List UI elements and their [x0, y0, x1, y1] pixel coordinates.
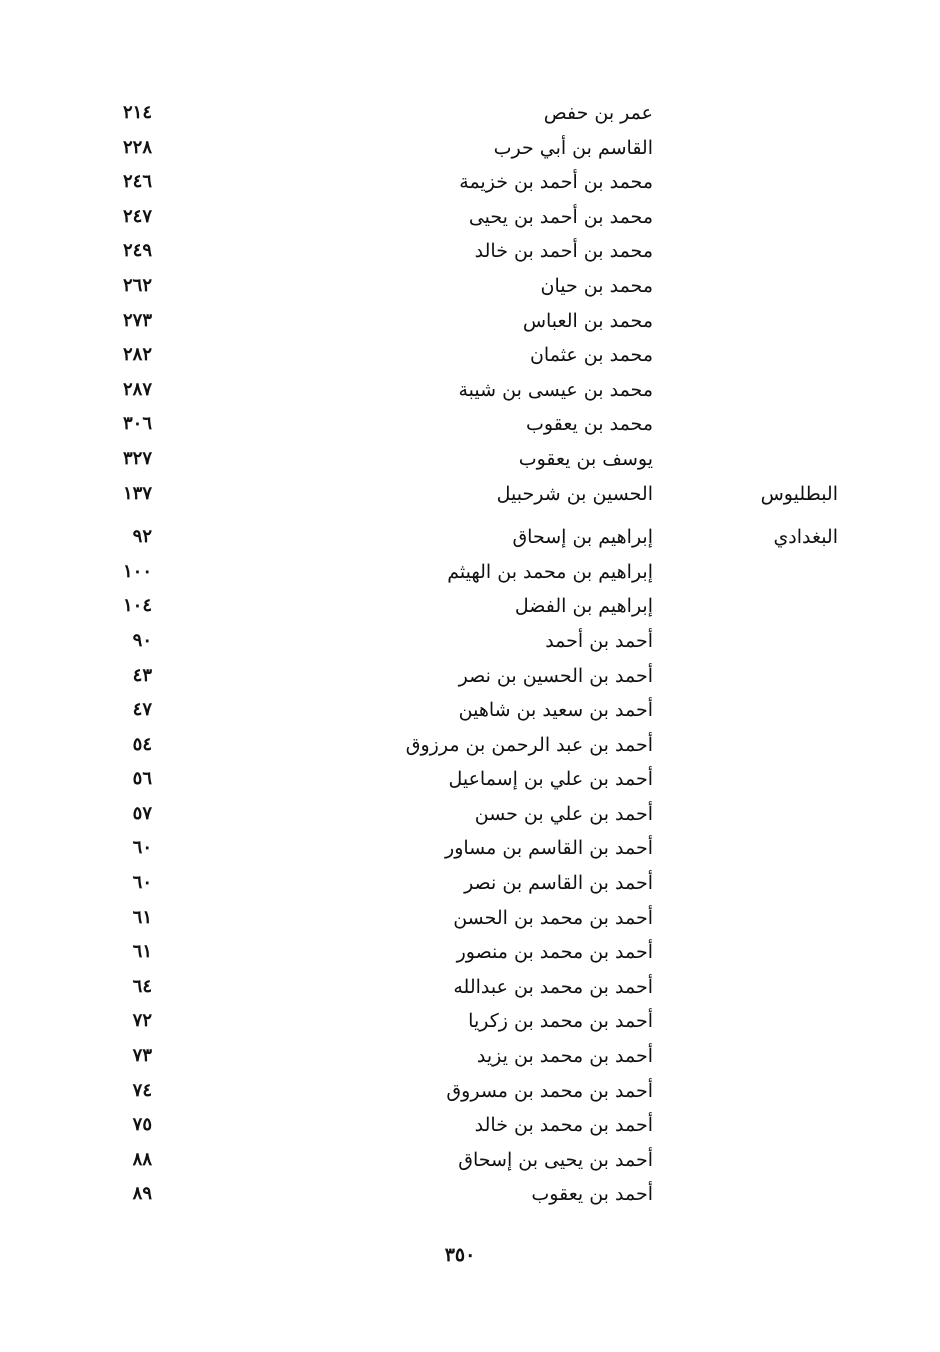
index-page-number: ١٣٧ — [122, 482, 152, 504]
index-name: محمد بن عيسى بن شيبة — [458, 378, 653, 401]
index-name: محمد بن أحمد بن خالد — [474, 240, 653, 263]
index-row — [0, 131, 940, 166]
index-name: يوسف بن يعقوب — [518, 447, 653, 470]
index-page-number: ٢٧٣ — [122, 309, 152, 331]
index-name: أحمد بن القاسم بن نصر — [464, 872, 653, 895]
index-row — [0, 1143, 940, 1178]
index-row — [0, 659, 940, 694]
index-page-number: ٣٢٧ — [122, 447, 152, 469]
index-row — [0, 624, 940, 659]
page-number: ٣٥٠ — [444, 1244, 476, 1266]
index-page-number: ٢١٤ — [122, 102, 152, 123]
index-name: أحمد بن أحمد — [545, 629, 653, 652]
index-name: أحمد بن الحسين بن نصر — [458, 664, 653, 687]
index-row — [0, 477, 940, 512]
index-row — [0, 373, 940, 408]
index-page-number: ٩٠ — [132, 629, 152, 651]
index-row — [0, 234, 940, 269]
index-name: محمد بن أحمد بن يحيى — [468, 205, 653, 228]
index-row — [0, 1074, 940, 1109]
index-page-number: ٧٤ — [132, 1079, 152, 1101]
index-row — [0, 797, 940, 832]
index-row — [0, 269, 940, 304]
index-page-number: ٢٦٢ — [122, 274, 152, 296]
index-page-number: ٢٢٨ — [122, 136, 152, 158]
index-row — [0, 1177, 940, 1212]
index-row — [0, 1004, 940, 1039]
index-name: أحمد بن محمد بن عبدالله — [453, 975, 653, 998]
index-row — [0, 1108, 940, 1143]
index-name: إبراهيم بن الفضل — [514, 595, 653, 618]
index-name: محمد بن يعقوب — [526, 413, 653, 436]
index-row — [0, 165, 940, 200]
index-page-number: ٩٢ — [132, 526, 152, 548]
index-name: إبراهيم بن محمد بن الهيثم — [447, 560, 653, 583]
index-row — [0, 520, 940, 555]
index-row — [0, 935, 940, 970]
index-name: أحمد بن محمد بن منصور — [456, 941, 653, 964]
index-row — [0, 693, 940, 728]
index-row — [0, 762, 940, 797]
index-page-number: ٧٣ — [132, 1045, 152, 1067]
index-row — [0, 831, 940, 866]
index-name: محمد بن حيان — [540, 274, 653, 297]
index-list — [0, 96, 940, 1212]
index-name: أحمد بن سعيد بن شاهين — [458, 699, 653, 722]
index-page-number: ٨٨ — [132, 1148, 152, 1170]
index-name: محمد بن العباس — [522, 309, 653, 332]
index-page-number: ٢٤٦ — [122, 171, 152, 193]
index-page-number: ٧٥ — [132, 1114, 152, 1136]
index-nisba: البغدادي — [773, 526, 838, 549]
index-page-number: ٥٤ — [132, 733, 152, 755]
index-page-number: ٢٤٧ — [122, 205, 152, 227]
index-name: أحمد بن يحيى بن إسحاق — [458, 1148, 653, 1171]
index-name: محمد بن عثمان — [529, 344, 653, 367]
index-name: أحمد بن محمد بن خالد — [474, 1114, 653, 1137]
index-row — [0, 728, 940, 763]
index-nisba: البطليوس — [760, 482, 838, 505]
index-row — [0, 442, 940, 477]
index-page-number: ٢٤٩ — [122, 240, 152, 262]
index-page-number: ٦٠ — [132, 837, 152, 859]
index-row — [0, 304, 940, 339]
index-row — [0, 200, 940, 235]
index-page-number: ٤٣ — [132, 664, 152, 686]
index-name: أحمد بن محمد بن زكريا — [468, 1010, 653, 1033]
index-name: الحسين بن شرحبيل — [496, 482, 653, 505]
index-name: أحمد بن محمد بن مسروق — [446, 1079, 653, 1102]
index-row — [0, 338, 940, 373]
index-name: محمد بن أحمد بن خزيمة — [459, 171, 653, 194]
index-page-number: ٧٢ — [132, 1010, 152, 1032]
index-page-number: ٦١ — [132, 906, 152, 928]
index-name: إبراهيم بن إسحاق — [512, 526, 653, 549]
index-page-number: ٨٩ — [132, 1183, 152, 1205]
index-row — [0, 96, 940, 131]
index-name: عمر بن حفص — [543, 102, 653, 124]
index-name: أحمد بن يعقوب — [531, 1183, 653, 1206]
index-page-number: ٢٨٧ — [122, 378, 152, 400]
index-name: أحمد بن محمد بن يزيد — [476, 1045, 653, 1068]
index-name: أحمد بن القاسم بن مساور — [445, 837, 653, 860]
index-page-number: ١٠٤ — [122, 595, 152, 617]
index-name: أحمد بن علي بن حسن — [474, 802, 653, 825]
index-page-number: ٦١ — [132, 941, 152, 963]
index-row — [0, 407, 940, 442]
index-row — [0, 866, 940, 901]
index-page-number: ٥٦ — [132, 768, 152, 790]
index-page-number: ١٠٠ — [122, 560, 152, 582]
index-row — [0, 1039, 940, 1074]
index-page-number: ٦٤ — [132, 975, 152, 997]
index-page-number: ٦٠ — [132, 872, 152, 894]
index-name: أحمد بن عبد الرحمن بن مرزوق — [405, 733, 653, 756]
index-row — [0, 970, 940, 1005]
index-page-number: ٢٨٢ — [122, 344, 152, 366]
index-name: أحمد بن علي بن إسماعيل — [448, 768, 653, 791]
index-row — [0, 901, 940, 936]
index-page-number: ٣٠٦ — [122, 413, 152, 435]
index-row — [0, 589, 940, 624]
index-name: القاسم بن أبي حرب — [493, 136, 653, 159]
index-page-number: ٤٧ — [132, 699, 152, 721]
index-row — [0, 555, 940, 590]
index-page-number: ٥٧ — [132, 802, 152, 824]
index-name: أحمد بن محمد بن الحسن — [453, 906, 653, 929]
